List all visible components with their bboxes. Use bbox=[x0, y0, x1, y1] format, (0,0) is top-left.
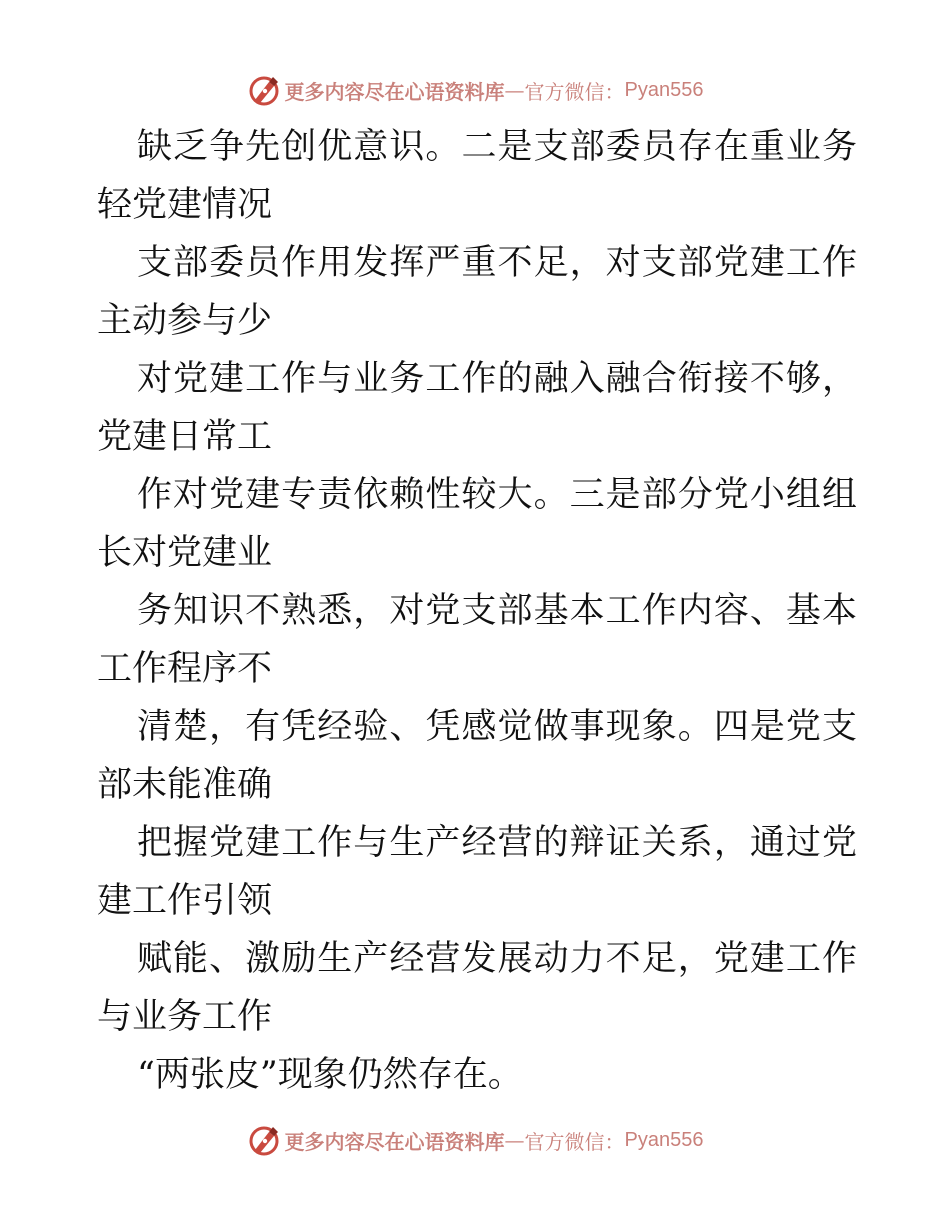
header-watermark bbox=[0, 70, 950, 110]
paragraph: 作对党建专责依赖性较大。三是部分党小组组长对党建业 bbox=[97, 475, 857, 573]
paragraph: 缺乏争先创优意识。二是支部委员存在重业务轻党建情况 bbox=[97, 127, 857, 225]
header-contact-label: 官方微信： bbox=[524, 79, 625, 104]
paragraph: 支部委员作用发挥严重不足，对支部党建工作主动参与少 bbox=[97, 243, 857, 341]
footer-contact-label: 官方微信： bbox=[524, 1129, 625, 1154]
footer-contact-id: Pyan556 bbox=[624, 1128, 704, 1151]
pen-nib-logo-icon bbox=[247, 73, 281, 107]
pen-nib-logo-icon bbox=[247, 1123, 281, 1157]
header-separator: — bbox=[504, 78, 525, 102]
footer-watermark bbox=[0, 1120, 950, 1160]
paragraph: 对党建工作与业务工作的融入融合衔接不够，党建日常工 bbox=[97, 359, 857, 457]
paragraph: “两张皮”现象仍然存在。 bbox=[137, 1055, 523, 1095]
footer-separator: — bbox=[504, 1128, 525, 1152]
header-contact-id: Pyan556 bbox=[624, 78, 704, 101]
document-body bbox=[97, 118, 857, 1104]
paragraph: 把握党建工作与生产经营的辩证关系，通过党建工作引领 bbox=[97, 823, 857, 921]
paragraph: 清楚，有凭经验、凭感觉做事现象。四是党支部未能准确 bbox=[97, 707, 857, 805]
paragraph: 务知识不熟悉，对党支部基本工作内容、基本工作程序不 bbox=[97, 591, 857, 689]
paragraph: 赋能、激励生产经营发展动力不足，党建工作与业务工作 bbox=[97, 939, 857, 1037]
header-site-name: 更多内容尽在心语资料库 bbox=[284, 79, 505, 104]
footer-site-name: 更多内容尽在心语资料库 bbox=[284, 1129, 505, 1154]
